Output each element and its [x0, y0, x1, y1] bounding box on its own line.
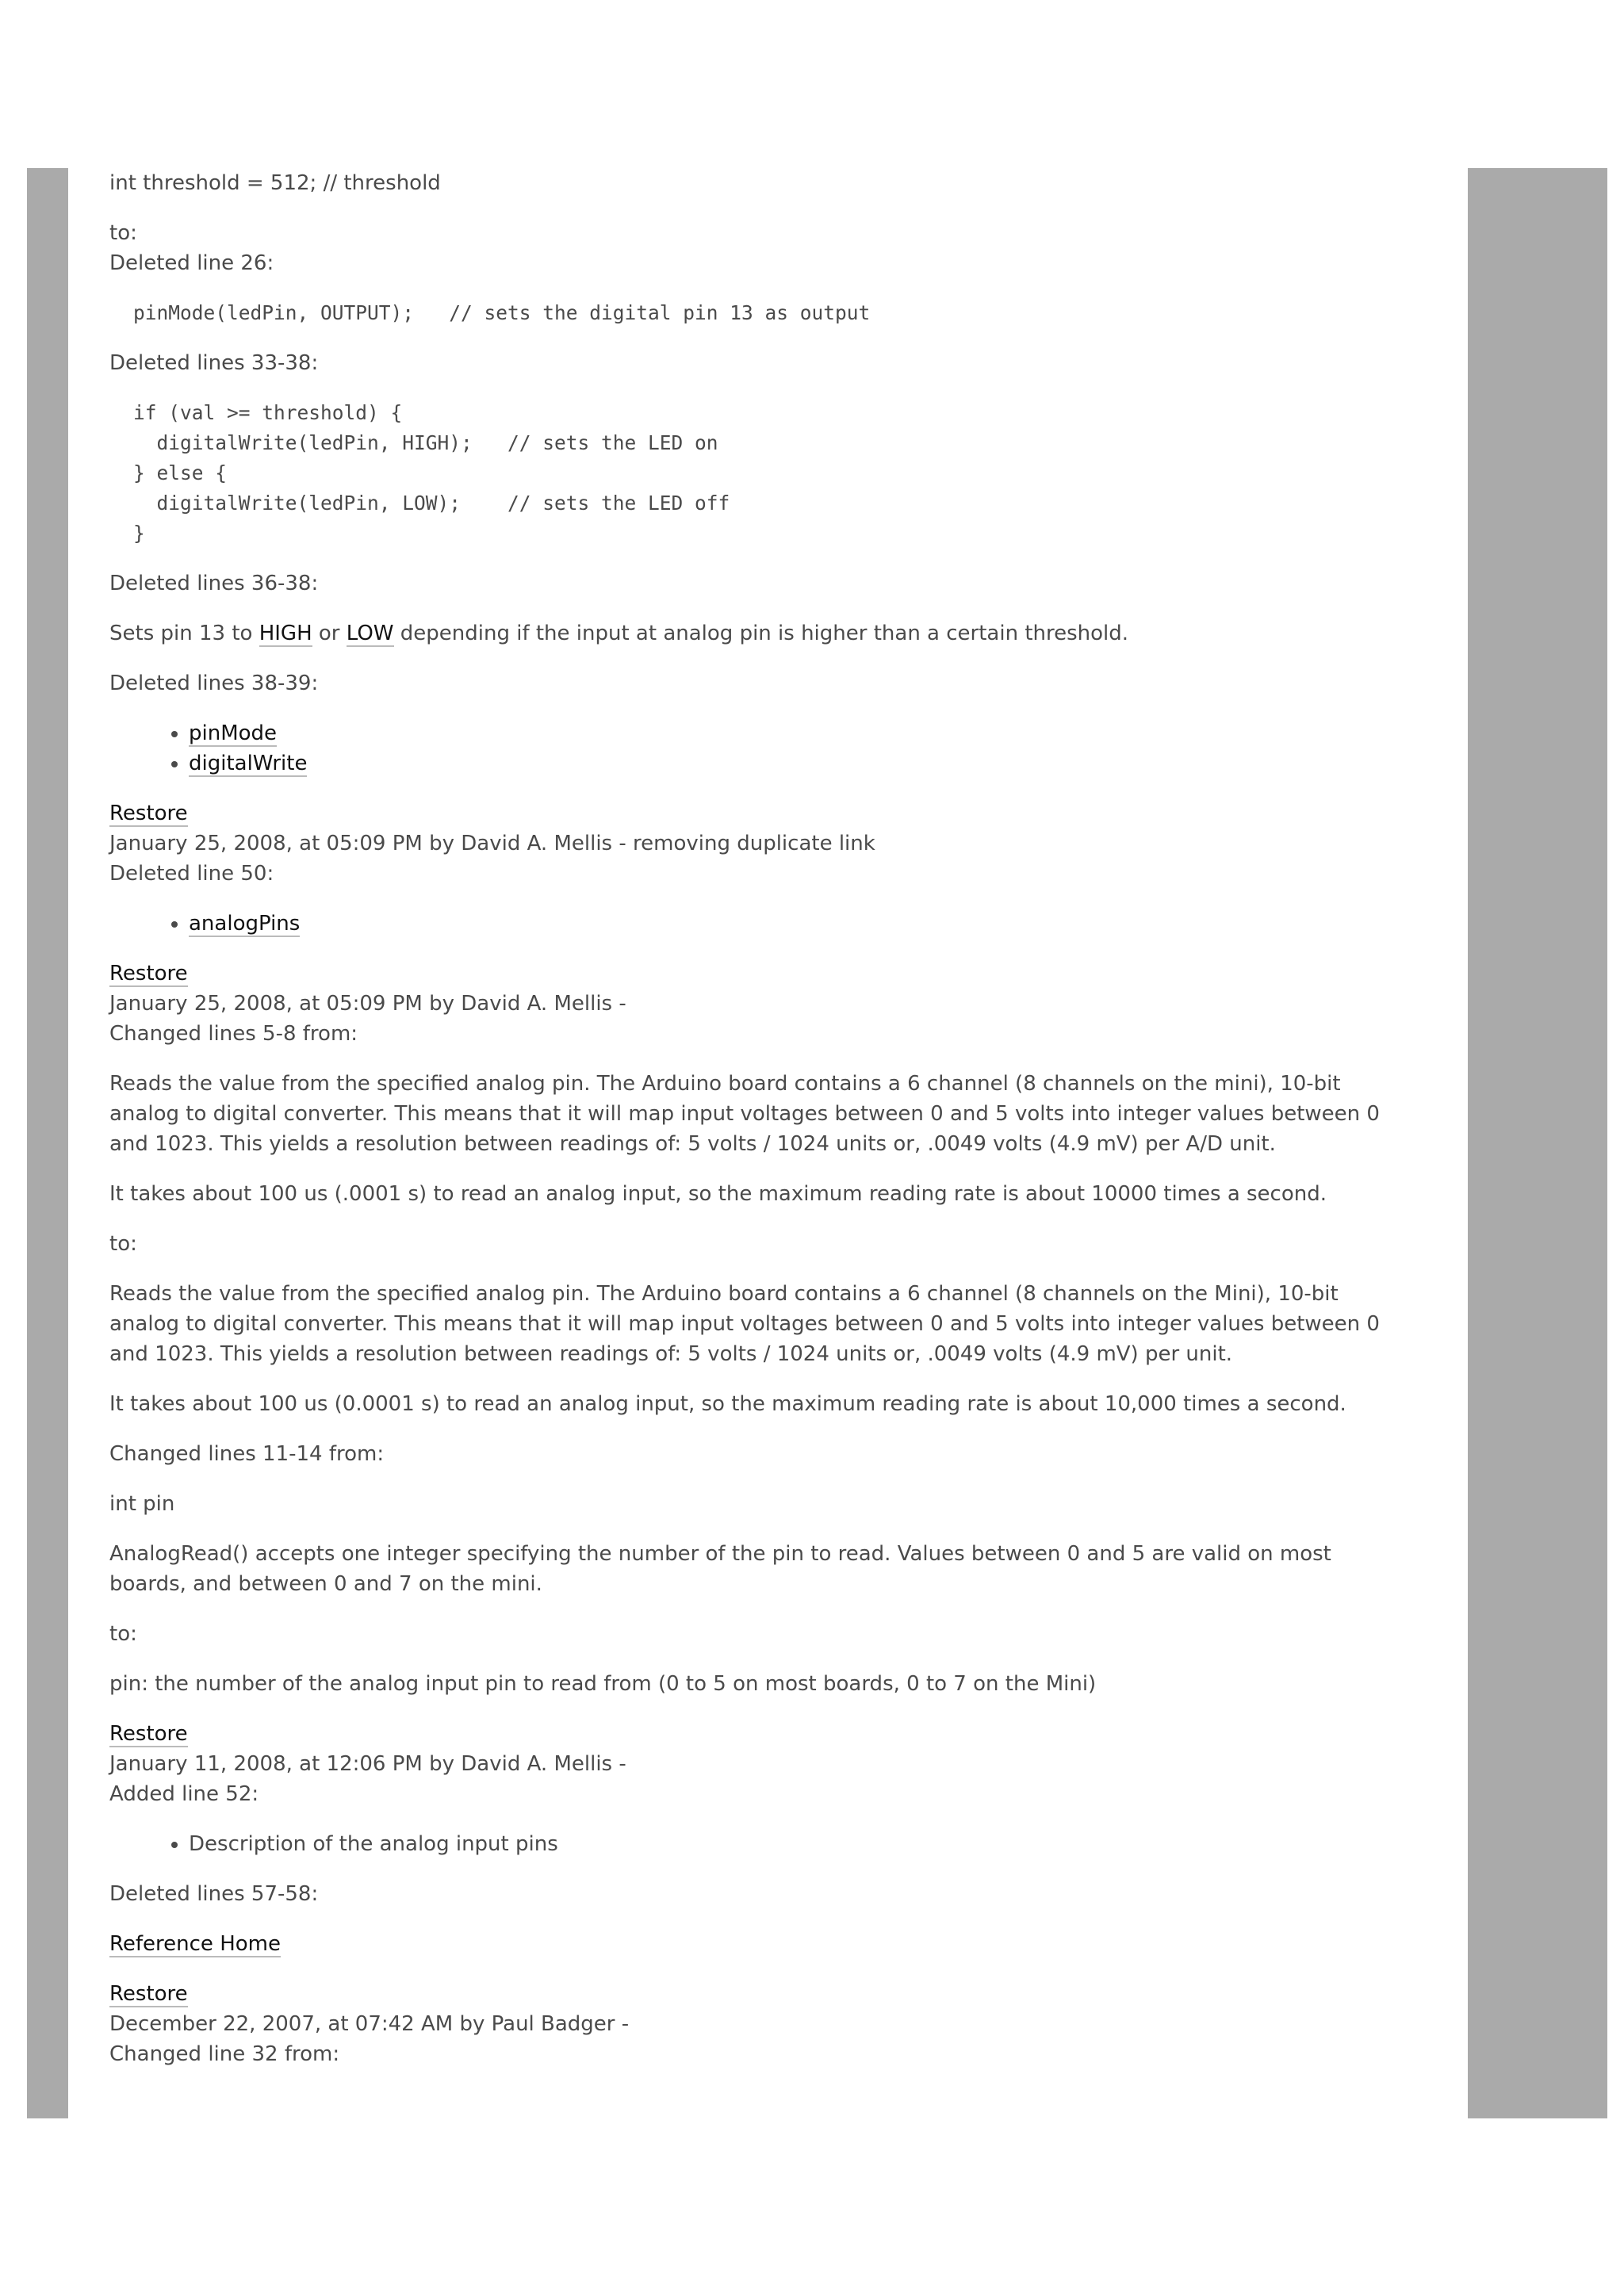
digitalwrite-link[interactable]: digitalWrite	[189, 752, 308, 775]
revision-meta: January 25, 2008, at 05:09 PM by David A. Mellis - removing duplicate link	[109, 832, 875, 855]
restore-link[interactable]: Restore	[109, 1982, 188, 2006]
paragraph: to:	[109, 1232, 137, 1256]
diff-heading: Changed lines 5-8 from:	[109, 1022, 358, 1046]
diff-heading: Deleted line 26:	[109, 251, 274, 275]
analogpins-link[interactable]: analogPins	[189, 912, 301, 936]
right-margin-bar	[1468, 168, 1607, 2118]
diff-heading: Deleted lines 57-58:	[109, 1882, 319, 1906]
list-item	[189, 718, 1410, 748]
restore-line	[109, 1979, 1410, 2009]
list-item: • Description of the analog input pins	[189, 1829, 1410, 1859]
paragraph: Reads the value from the specified analog pin. The Arduino board contains a 6 channel (8 channels on the mini), 10-bit analog to digital converter. This means that it will map input voltages between 0 and 5 volts into integer values between 0 and 1023. This yields a resolution between readings of: 5 volts / 1024 units or, .0049 volts (4.9 mV) per A/D unit.	[109, 1072, 1380, 1156]
low-link[interactable]: LOW	[346, 622, 394, 645]
revision-history-content	[109, 168, 1410, 2069]
restore-link[interactable]: Restore	[109, 962, 188, 985]
restore-line	[109, 798, 1410, 828]
text-line	[109, 618, 1410, 649]
left-margin-bar	[27, 168, 68, 2118]
high-link[interactable]: HIGH	[259, 622, 312, 645]
text-line: to:	[109, 221, 137, 245]
code-block: pinMode(ledPin, OUTPUT); // sets the digital pin 13 as output	[133, 301, 871, 324]
reference-home-link[interactable]: Reference Home	[109, 1932, 281, 1956]
diff-heading: Deleted line 50:	[109, 862, 274, 886]
reference-home-line	[109, 1929, 1410, 1959]
restore-link[interactable]: Restore	[109, 802, 188, 825]
restore-link[interactable]: Restore	[109, 1722, 188, 1746]
diff-heading: Deleted lines 38-39:	[109, 672, 319, 695]
text-fragment: or	[312, 622, 347, 645]
revision-meta: January 11, 2008, at 12:06 PM by David A. Mellis -	[109, 1752, 626, 1776]
paragraph: pin: the number of the analog input pin to read from (0 to 5 on most boards, 0 to 7 on the Mini)	[109, 1672, 1097, 1696]
paragraph: to:	[109, 1622, 137, 1646]
restore-line	[109, 959, 1410, 989]
revision-meta: January 25, 2008, at 05:09 PM by David A. Mellis -	[109, 992, 626, 1016]
diff-heading: Changed line 32 from:	[109, 2042, 340, 2066]
paragraph: It takes about 100 us (0.0001 s) to read an analog input, so the maximum reading rate is about 10,000 times a second.	[109, 1392, 1346, 1416]
list-item	[189, 909, 1410, 939]
link-list	[109, 909, 1410, 939]
revision-meta: December 22, 2007, at 07:42 AM by Paul Badger -	[109, 2012, 630, 2036]
pinmode-link[interactable]: pinMode	[189, 721, 278, 745]
restore-line	[109, 1719, 1410, 1749]
text-fragment: Sets pin 13 to	[109, 622, 259, 645]
paragraph: AnalogRead() accepts one integer specifying the number of the pin to read. Values between 0 and 5 are valid on most boards, and between 0 and 7 on the mini.	[109, 1542, 1331, 1596]
diff-heading: Changed lines 11-14 from:	[109, 1442, 385, 1466]
link-list	[109, 718, 1410, 779]
text-list	[109, 1829, 1410, 1859]
diff-heading: Added line 52:	[109, 1782, 259, 1806]
paragraph: Reads the value from the specified analog pin. The Arduino board contains a 6 channel (8 channels on the Mini), 10-bit analog to digital converter. This means that it will map input voltages between 0 and 5 volts into integer values between 0 and 1023. This yields a resolution between readings of: 5 volts / 1024 units or, .0049 volts (4.9 mV) per unit.	[109, 1282, 1380, 1366]
paragraph: It takes about 100 us (.0001 s) to read an analog input, so the maximum reading rate is about 10000 times a second.	[109, 1182, 1327, 1206]
code-block: if (val >= threshold) { digitalWrite(ledPin, HIGH); // sets the LED on } else { digitalWrite(ledPin, LOW); // sets the LED off }	[133, 401, 730, 545]
list-item	[189, 748, 1410, 779]
paragraph: int pin	[109, 1492, 175, 1516]
diff-heading: Deleted lines 33-38:	[109, 351, 319, 375]
diff-heading: Deleted lines 36-38:	[109, 572, 319, 595]
text-fragment: depending if the input at analog pin is higher than a certain threshold.	[393, 622, 1129, 645]
text-line: int threshold = 512; // threshold	[109, 171, 441, 195]
